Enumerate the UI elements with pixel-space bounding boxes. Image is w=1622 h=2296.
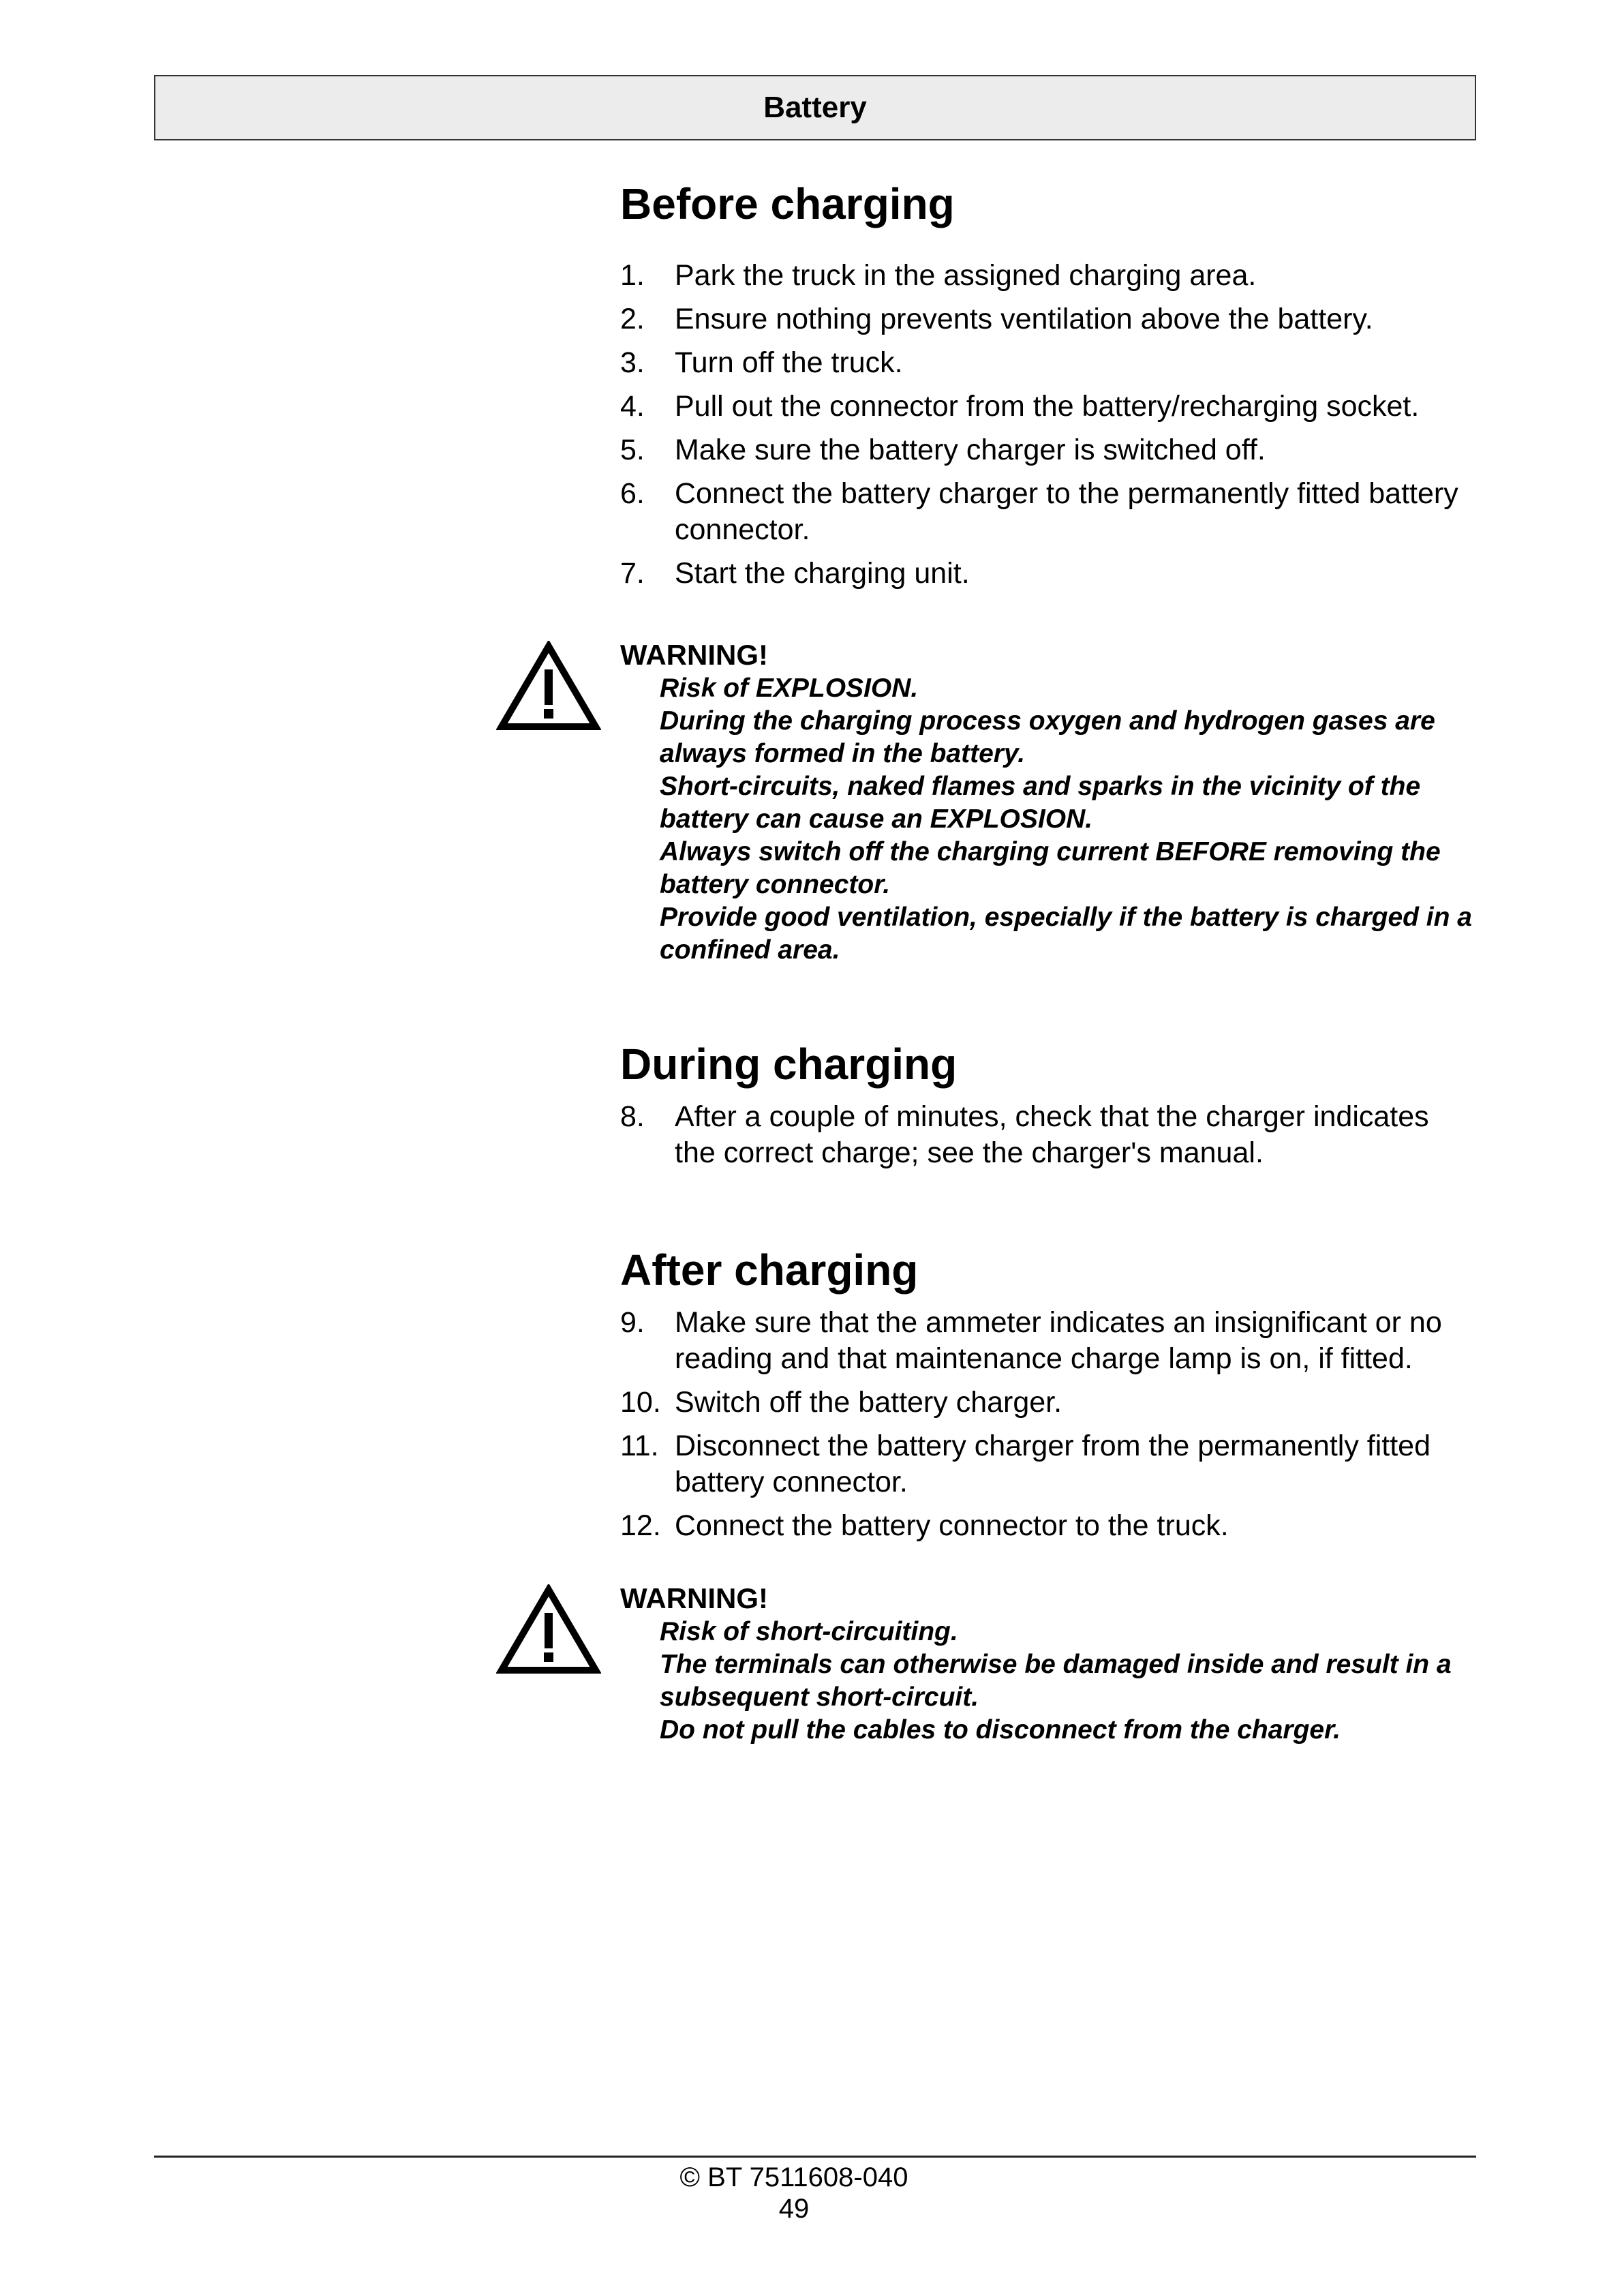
warning-explosion <box>620 638 1472 967</box>
list-item: 12. Connect the battery connector to the truck. <box>620 1509 1229 1542</box>
warning-line: The terminals can otherwise be damaged inside and result in a subsequent short-circuit. <box>660 1650 1452 1712</box>
warning-line: Always switch off the charging current BEFORE removing the battery connector. <box>660 837 1441 899</box>
warning-line: Provide good ventilation, especially if the battery is charged in a confined area. <box>660 903 1472 965</box>
warning-title: WARNING! <box>620 639 768 671</box>
list-item: 5. Make sure the battery charger is switched off. <box>620 434 1266 466</box>
list-item: 3. Turn off the truck. <box>620 346 903 379</box>
page-header <box>154 75 1476 140</box>
before-steps-list <box>620 258 1472 592</box>
header-title: Battery <box>763 91 867 124</box>
warning-line: Risk of EXPLOSION. <box>660 674 919 703</box>
heading-during-charging: During charging <box>620 1040 958 1089</box>
list-item: 11. Disconnect the battery charger from the permanently fitted battery connector. <box>620 1430 1430 1498</box>
list-item: 7. Start the charging unit. <box>620 557 970 590</box>
list-item: 1. Park the truck in the assigned charging area. <box>620 259 1257 292</box>
list-item: 10. Switch off the battery charger. <box>620 1386 1062 1419</box>
heading-before-charging: Before charging <box>620 179 955 228</box>
page-number: 49 <box>778 2194 810 2224</box>
footer-divider <box>154 2156 1476 2158</box>
list-item: 2. Ensure nothing prevents ventilation above the battery. <box>620 303 1373 335</box>
warning-line: Do not pull the cables to disconnect from the charger. <box>660 1715 1341 1744</box>
list-item: 9. Make sure that the ammeter indicates an insignificant or no reading and that maintenance charge lamp is on, if fitted. <box>620 1306 1442 1375</box>
warning-title: WARNING! <box>620 1582 768 1614</box>
warning-line: Short-circuits, naked flames and sparks in the vicinity of the battery can cause an EXPLOSION. <box>660 772 1421 834</box>
list-item: 8. After a couple of minutes, check that the charger indicates the correct charge; see the charger's manual. <box>620 1100 1429 1169</box>
during-steps-list <box>620 1099 1472 1171</box>
warning-line: Risk of short-circuiting. <box>660 1617 958 1646</box>
list-item: 6. Connect the battery charger to the permanently fitted battery connector. <box>620 477 1458 546</box>
section-after-charging <box>620 1245 1472 1552</box>
section-before-charging <box>620 179 1472 599</box>
section-during-charging <box>620 1039 1472 1179</box>
footer-copyright: © BT 7511608-040 <box>679 2162 908 2192</box>
warning-short-circuit <box>620 1582 1472 1747</box>
after-steps-list <box>620 1305 1472 1544</box>
warning-triangle-icon <box>496 1584 601 1676</box>
warning-triangle-icon <box>496 641 601 732</box>
warning-line: During the charging process oxygen and hydrogen gases are always formed in the battery. <box>660 706 1435 768</box>
list-item: 4. Pull out the connector from the battery/recharging socket. <box>620 390 1420 423</box>
heading-after-charging: After charging <box>620 1245 919 1295</box>
